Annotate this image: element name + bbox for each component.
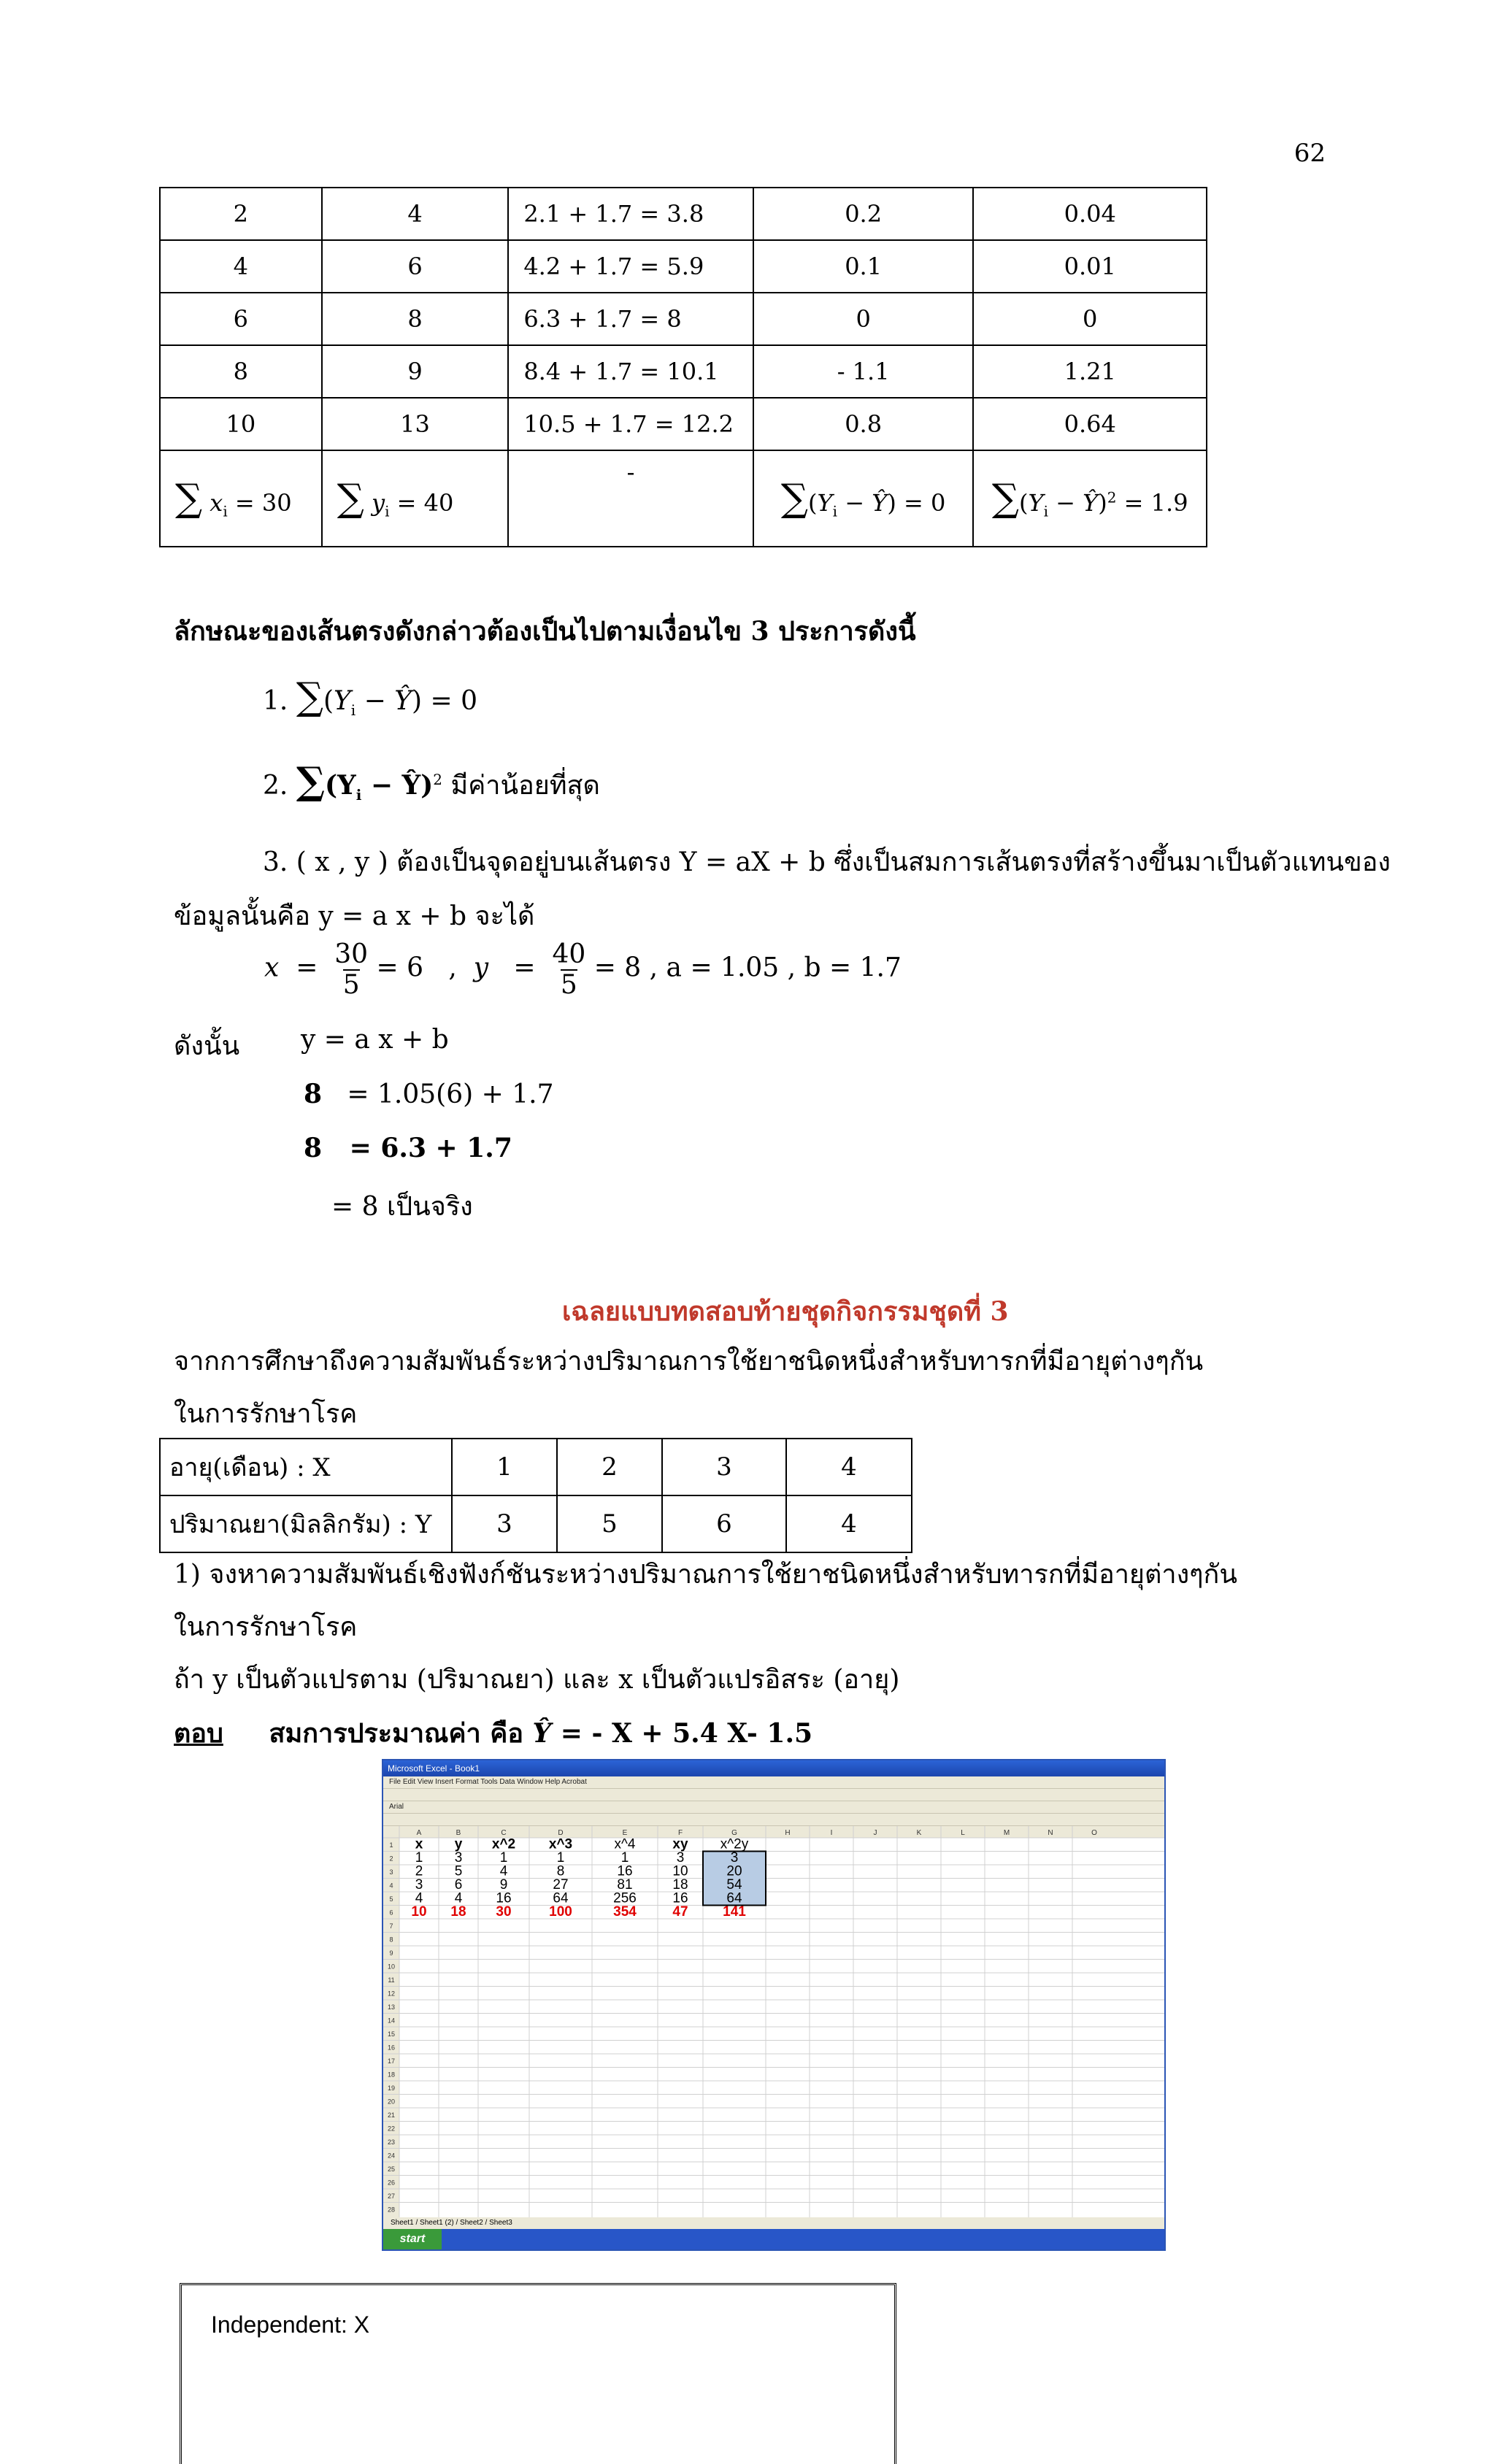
row-header[interactable]: 12 [387,1990,396,1998]
grid-cell[interactable]: 3 [415,1877,423,1893]
grid-cell[interactable]: 256 [613,1890,637,1906]
grid-cell[interactable]: 16 [672,1890,688,1906]
grid-cell[interactable]: 64 [726,1890,742,1906]
grid-cell[interactable]: x^4 [614,1836,636,1852]
grid-cell[interactable]: 27 [553,1877,569,1893]
row-header[interactable]: 4 [389,1882,393,1890]
table-cell: 0.2 [753,188,974,240]
question-1-line-2: ในการรักษาโรค [174,1612,358,1642]
table-row [160,188,1207,240]
grid-cell[interactable]: 64 [553,1890,569,1906]
condition-3-cont: ข้อมูลนั้นคือ y = a x + b จะได้ [174,901,535,931]
row-header[interactable]: 22 [387,2125,396,2133]
table-cell: 4 [322,188,509,240]
table-row [160,240,1207,293]
row-header[interactable]: 13 [387,2003,396,2011]
column-header[interactable]: K [916,1829,922,1837]
column-header[interactable]: N [1048,1829,1053,1837]
age-dose-table [159,1438,912,1553]
grid-cell[interactable]: 9 [499,1877,508,1893]
condition-2: 2. $\sum(Y_i$ − Ŷ)$^2$ มีค่าน้อยที่สุด [263,759,600,804]
row-header[interactable]: 27 [387,2192,396,2200]
grid-cell[interactable]: 100 [549,1904,572,1920]
table-cell: 10 [160,398,322,450]
row-header[interactable]: 11 [388,1976,395,1984]
table-cell: 2 [160,188,322,240]
column-header[interactable]: G [731,1829,737,1837]
grid-cell[interactable]: 20 [726,1863,742,1879]
grid-cell[interactable]: 4 [499,1863,508,1879]
grid-cell[interactable]: 16 [617,1863,633,1879]
column-header[interactable]: E [622,1829,628,1837]
table-cell: 0.04 [973,188,1207,240]
table-cell: 8 [322,293,509,345]
answer-title: เฉลยแบบทดสอบท้ายชุดกิจกรรมชุดที่ 3 [562,1296,1009,1327]
answer-line: ตอบ สมการประมาณค่า คือ Ŷ = - X + 5.4 X- 1.5 [174,1718,813,1749]
grid-cell[interactable]: 10 [411,1904,427,1920]
excel-grid[interactable] [383,1826,1164,2217]
row-header[interactable]: 23 [387,2138,396,2146]
row-header[interactable]: 18 [387,2071,396,2079]
table-cell: 6 [160,293,322,345]
grid-cell[interactable]: 3 [454,1850,463,1866]
therefore-label: ดังนั้น [174,1031,240,1061]
column-header[interactable]: O [1091,1829,1097,1837]
sheet-tabs[interactable]: Sheet1 / Sheet1 (2) / Sheet2 / Sheet3 [383,2217,1164,2229]
grid-cell[interactable]: 1 [499,1850,508,1866]
table-cell: 9 [322,345,509,398]
question-1-line-1: 1) จงหาความสัมพันธ์เชิงฟังก์ชันระหว่างปริมาณการใช้ยาชนิดหนึ่งสำหรับทารกที่มีอายุต่างๆกัน [174,1560,1237,1590]
column-header[interactable]: C [501,1829,507,1837]
equation-1: y = a x + b [301,1025,449,1055]
grid-cell[interactable]: 141 [723,1904,746,1920]
row-header[interactable]: 25 [387,2165,396,2173]
row-header[interactable]: 7 [389,1922,393,1930]
grid-cell[interactable]: 81 [617,1877,633,1893]
table-row [160,398,1207,450]
table-cell: 0.01 [973,240,1207,293]
start-button[interactable]: start [383,2229,442,2249]
taskbar [383,2229,1164,2249]
grid-cell[interactable]: x [415,1836,423,1852]
row-header[interactable]: 20 [387,2098,396,2106]
excel-format-bar[interactable]: Arial [383,1801,1164,1814]
excel-formula-bar[interactable] [383,1814,1164,1826]
grid-cell[interactable]: x^2 [491,1836,516,1852]
row-header[interactable]: 17 [387,2057,396,2065]
column-header[interactable]: L [961,1829,965,1837]
grid-cell[interactable]: 2 [415,1863,423,1879]
column-header[interactable]: H [785,1829,791,1837]
row-header[interactable]: 3 [389,1868,393,1876]
grid-cell[interactable]: x^2y [720,1836,749,1852]
dose-row: ปริมาณยา(มิลลิกรัม) : Y 3 5 6 4 [160,1495,912,1552]
grid-cell[interactable]: 6 [454,1877,463,1893]
grid-cell[interactable]: 47 [672,1904,688,1920]
row-header[interactable]: 1 [389,1841,393,1849]
column-header[interactable]: F [677,1829,683,1837]
table-cell: 8 [160,345,322,398]
table-cell: 0.8 [753,398,974,450]
table-cell: 10.5 + 1.7 = 12.2 [508,398,753,450]
column-header[interactable]: A [416,1829,422,1837]
grid-cell[interactable]: 16 [496,1890,512,1906]
table-cell: 1.21 [973,345,1207,398]
table-row [160,293,1207,345]
page-number: 62 [1294,139,1326,168]
table-cell: 8.4 + 1.7 = 10.1 [508,345,753,398]
table-cell: 6 [322,240,509,293]
row-header[interactable]: 5 [389,1895,393,1903]
table-cell: 0 [973,293,1207,345]
row-header[interactable]: 15 [387,2030,396,2038]
condition-1: 1. $\sum(Y_i$ − Ŷ) = 0 [263,675,477,720]
table-cell: 2.1 + 1.7 = 3.8 [508,188,753,240]
column-header[interactable]: D [558,1829,564,1837]
row-header[interactable]: 9 [389,1949,393,1957]
row-header[interactable]: 28 [387,2206,396,2214]
row-header[interactable]: 2 [389,1855,393,1863]
column-header[interactable]: I [830,1829,833,1837]
table-cell: 0.1 [753,240,974,293]
grid-cell[interactable]: 18 [672,1877,688,1893]
table-cell: 13 [322,398,509,450]
sum-row: ∑ $x_i = 30$ ∑ $y_i = 40$ - $\sum(Y_i$ − Ŷ) = 0 $\sum(Y_i$ − Ŷ)$^2$ = 1.9 [160,450,1207,547]
excel-window [382,1759,1166,2251]
grid-cell[interactable]: xy [672,1836,688,1852]
grid-cell[interactable]: 3 [730,1850,739,1866]
grid-cell[interactable]: 1 [620,1850,629,1866]
grid-cell[interactable]: 30 [496,1904,512,1920]
grid-cell[interactable]: 4 [415,1890,423,1906]
grid-cell[interactable]: x^3 [548,1836,573,1852]
intro-line-1: จากการศึกษาถึงความสัมพันธ์ระหว่างปริมาณการใช้ยาชนิดหนึ่งสำหรับทารกที่มีอายุต่างๆกัน [174,1347,1204,1377]
grid-cell[interactable]: 354 [613,1904,637,1920]
box-label: Independent: X [211,2311,370,2338]
row-header[interactable]: 24 [387,2152,396,2160]
table-cell: - 1.1 [753,345,974,398]
grid-cell[interactable]: 10 [672,1863,688,1879]
output-box [180,2283,896,2464]
grid-cell[interactable]: 18 [450,1904,466,1920]
table-cell: 6.3 + 1.7 = 8 [508,293,753,345]
row-header[interactable]: 6 [389,1909,393,1917]
column-header[interactable]: M [1003,1829,1010,1837]
row-header[interactable]: 21 [387,2111,396,2119]
table-cell: 4.2 + 1.7 = 5.9 [508,240,753,293]
grid-cell[interactable]: 54 [726,1877,742,1893]
row-header[interactable]: 14 [387,2017,396,2025]
excel-toolbar[interactable] [383,1789,1164,1801]
table-cell: 0 [753,293,974,345]
column-header[interactable]: J [873,1829,877,1837]
row-header[interactable]: 16 [387,2044,396,2052]
grid-cell[interactable]: y [454,1836,463,1852]
excel-title-bar: Microsoft Excel - Book1 [383,1760,1164,1776]
grid-cell[interactable]: 8 [556,1863,565,1879]
equation-4: = 8 เป็นจริง [331,1192,473,1222]
row-header[interactable]: 8 [389,1936,393,1944]
table-cell: 0.64 [973,398,1207,450]
grid-cell[interactable]: 3 [676,1850,685,1866]
row-header[interactable]: 19 [387,2084,396,2092]
conditions-heading: ลักษณะของเส้นตรงดังกล่าวต้องเป็นไปตามเงื่อนไข 3 ประการดังนี้ [174,616,916,647]
age-row: อายุ(เดือน) : X 1 2 3 4 [160,1439,912,1495]
grid-cell[interactable]: 5 [454,1863,463,1879]
variables-line: ถ้า y เป็นตัวแปรตาม (ปริมาณยา) และ x เป็นตัวแปรอิสระ (อายุ) [174,1665,900,1695]
column-header[interactable]: B [456,1829,461,1837]
grid-cell[interactable]: 1 [415,1850,423,1866]
means-line: $x = \frac{30}{5} = 6$ , $y = \frac{40}{5} = 8$ , a = 1.05 , b = 1.7 [264,939,902,1000]
row-header[interactable]: 26 [387,2179,396,2187]
grid-cell[interactable]: 1 [556,1850,565,1866]
equation-3: 8 = 6.3 + 1.7 [304,1133,512,1163]
table-row [160,345,1207,398]
condition-3: 3. ( x , y ) ต้องเป็นจุดอยู่บนเส้นตรง Y = aX + b ซึ่งเป็นสมการเส้นตรงที่สร้างขึ้นมาเป็นตัวแทนของ [263,847,1391,877]
equation-2: 8 = 1.05(6) + 1.7 [304,1079,554,1109]
row-header[interactable]: 10 [387,1963,396,1971]
grid-cell[interactable]: 4 [454,1890,463,1906]
table-cell: 4 [160,240,322,293]
intro-line-2: ในการรักษาโรค [174,1399,358,1429]
residuals-table [159,187,1207,547]
excel-menu-bar[interactable]: File Edit View Insert Format Tools Data Window Help Acrobat [383,1776,1164,1789]
